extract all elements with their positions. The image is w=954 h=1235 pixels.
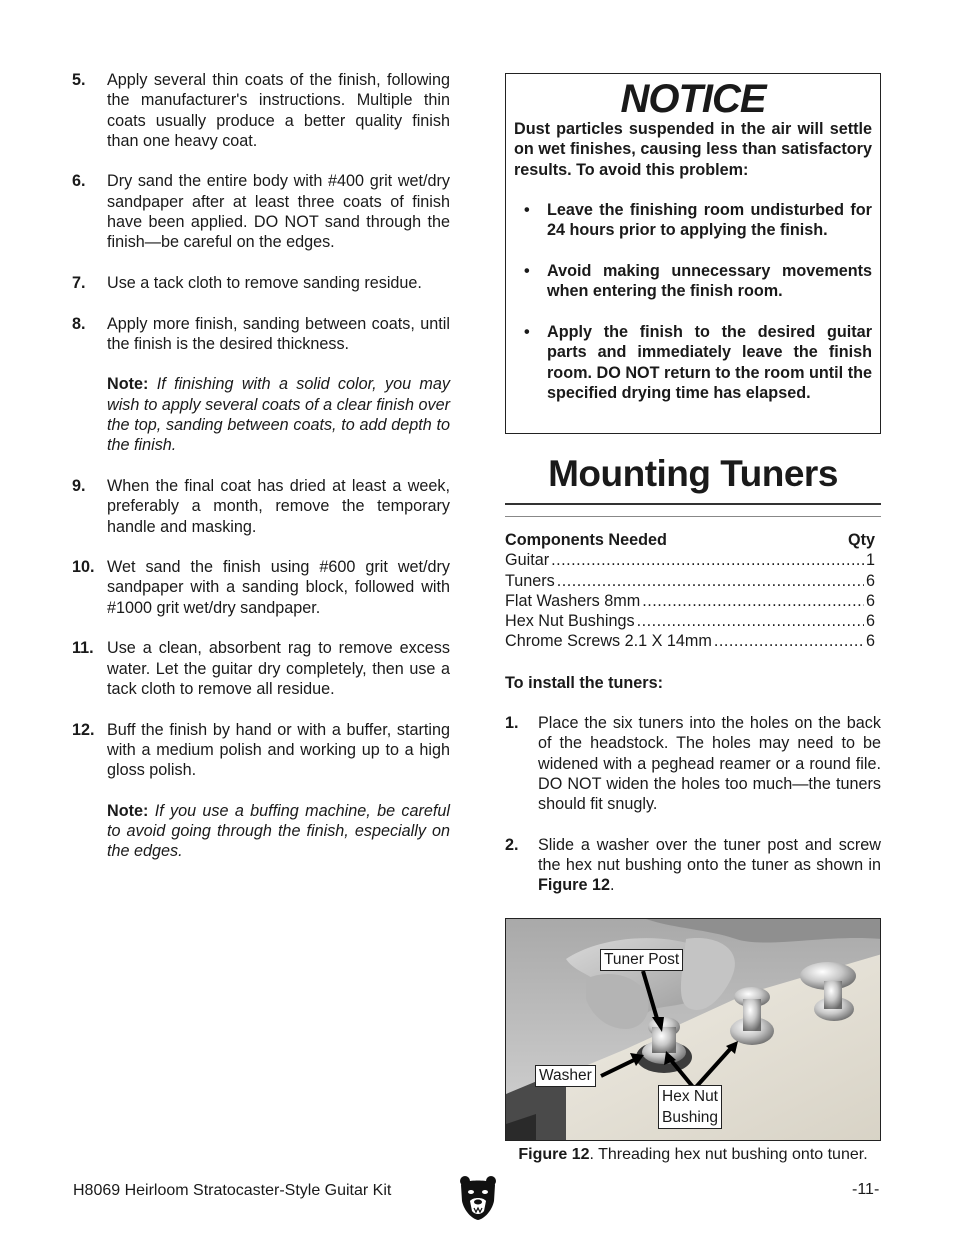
step-number: 6. [72, 172, 86, 191]
step-number: 11. [72, 639, 94, 658]
install-step-1 [505, 713, 881, 814]
step-text: When the final coat has dried at least a week, preferably a month, remove the temporary handle and masking. [107, 476, 450, 536]
notice-box [505, 73, 881, 434]
notice-title: NOTICE [620, 77, 766, 121]
dot-leader [551, 550, 864, 570]
step-12 [72, 720, 450, 862]
component-qty: 6 [865, 571, 875, 590]
install-steps [505, 713, 881, 916]
install-heading: To install the tuners: [505, 674, 663, 692]
bear-logo-icon [458, 1175, 498, 1221]
step-text: Wet sand the finish using #600 grit wet/dry sandpaper with a sanding block, followed with #1000 grit wet/dry sandpaper. [107, 558, 450, 617]
component-row [505, 550, 875, 570]
component-row [505, 631, 875, 651]
step-12-note [107, 801, 450, 862]
step-number: 1. [505, 714, 519, 732]
figure-reference: Figure 12 [538, 876, 610, 895]
figure-caption-label: Figure 12 [518, 1146, 590, 1163]
components-header-label: Components Needed [505, 531, 667, 549]
step-number: 7. [72, 273, 86, 292]
component-qty: 1 [865, 551, 875, 570]
note-label: Note: [107, 375, 149, 394]
bullet-icon: • [524, 201, 530, 220]
step-text: Apply several thin coats of the finish, following the manufacturer's instructions. Multiple thin coats usually produce a better quality finish than one heavy coat. [107, 71, 450, 150]
component-row [505, 591, 875, 611]
section-rule-thin [505, 516, 881, 517]
bullet-icon: • [524, 262, 530, 281]
page-number: -11- [852, 1181, 880, 1198]
step-text-end: . [609, 876, 615, 895]
dot-leader [557, 571, 864, 591]
step-text: Apply more finish, sanding between coats, until the finish is the desired thickness. [107, 314, 450, 353]
step-number: 12. [72, 720, 95, 739]
component-name: Chrome Screws 2.1 X 14mm [505, 632, 712, 651]
dot-leader [714, 631, 864, 651]
components-list [505, 530, 875, 652]
section-rule-thick [505, 503, 881, 505]
washer-label: Washer [535, 1065, 596, 1087]
step-text: Place the six tuners into the holes on the back of the headstock. The holes may need to be widened with a peghead reamer or a round file. DO NOT widen the holes too much—the tuners should fit snugly. [538, 714, 881, 814]
notice-bullet-list [514, 200, 872, 403]
step-number: 2. [505, 835, 519, 854]
notice-bullet [514, 322, 872, 403]
figure-12-photo [505, 918, 881, 1141]
figure-caption-text: . Threading hex nut bushing onto tuner. [589, 1146, 868, 1163]
notice-bullet-text: Avoid making unnecessary movements when entering the finish room. [547, 262, 872, 301]
notice-bullet-text: Leave the finishing room undisturbed for 24 hours prior to applying the finish. [547, 201, 872, 240]
dot-leader [637, 611, 864, 631]
footer-product-title: H8069 Heirloom Stratocaster-Style Guitar Kit [73, 1182, 392, 1199]
step-number: 8. [72, 314, 86, 333]
step-number: 10. [72, 558, 95, 577]
install-step-2 [505, 835, 881, 896]
bullet-icon: • [524, 322, 530, 341]
component-qty: 6 [865, 591, 875, 610]
component-row [505, 611, 875, 631]
tuner-post-label: Tuner Post [600, 949, 683, 971]
step-text: Use a clean, absorbent rag to remove excess water. Let the guitar dry completely, then use a tack cloth to remove all residue. [107, 639, 450, 698]
notice-bullet [514, 261, 872, 302]
step-8-note [107, 374, 450, 455]
component-row [505, 571, 875, 591]
hex-nut-label-line1: Hex Nut [662, 1088, 718, 1105]
step-number: 5. [72, 71, 86, 89]
step-number: 9. [72, 476, 86, 495]
step-text: Dry sand the entire body with #400 grit wet/dry sandpaper after at least three coats of finish have been applied. DO NOT sand through the finish—be careful on the edges. [107, 172, 450, 252]
notice-intro: Dust particles suspended in the air will settle on wet finishes, causing less than satisfactory results. To avoid this problem: [514, 120, 872, 179]
figure-caption [505, 1145, 881, 1165]
component-qty: 6 [865, 632, 875, 651]
notice-bullet-text: Apply the finish to the desired guitar parts and immediately leave the finish room. DO NOT return to the room until the specified drying time has elapsed. [547, 322, 872, 402]
component-qty: 6 [865, 612, 875, 631]
components-header-qty: Qty [848, 531, 875, 549]
component-name: Hex Nut Bushings [505, 612, 635, 631]
notice-bullet [514, 200, 872, 241]
step-text: Buff the finish by hand or with a buffer, starting with a medium polish and working up to a high gloss polish. [107, 720, 450, 780]
note-text: If finishing with a solid color, you may wish to apply several coats of a clear finish over the top, sanding between coats, to add depth to the finish. [107, 375, 451, 455]
step-11 [72, 638, 450, 699]
step-7 [72, 273, 450, 293]
finishing-steps [72, 70, 450, 882]
section-title: Mounting Tuners [548, 453, 838, 494]
step-10 [72, 557, 450, 618]
step-5 [72, 70, 450, 151]
hex-nut-label-line2: Bushing [662, 1109, 719, 1126]
hex-nut-bushing-label [658, 1085, 722, 1129]
step-9 [72, 476, 450, 537]
components-header [505, 530, 875, 550]
dot-leader [642, 591, 864, 611]
step-text: Slide a washer over the tuner post and screw the hex nut bushing onto the tuner as shown in [538, 835, 881, 875]
component-name: Flat Washers 8mm [505, 591, 641, 610]
note-text: If you use a buffing machine, be careful to avoid going through the finish, especially on the edges. [107, 801, 450, 861]
step-8 [72, 314, 450, 456]
component-name: Guitar [505, 551, 550, 570]
component-name: Tuners [505, 571, 555, 590]
step-text: Use a tack cloth to remove sanding residue. [107, 273, 422, 292]
step-6 [72, 171, 450, 252]
note-label: Note: [107, 801, 149, 820]
